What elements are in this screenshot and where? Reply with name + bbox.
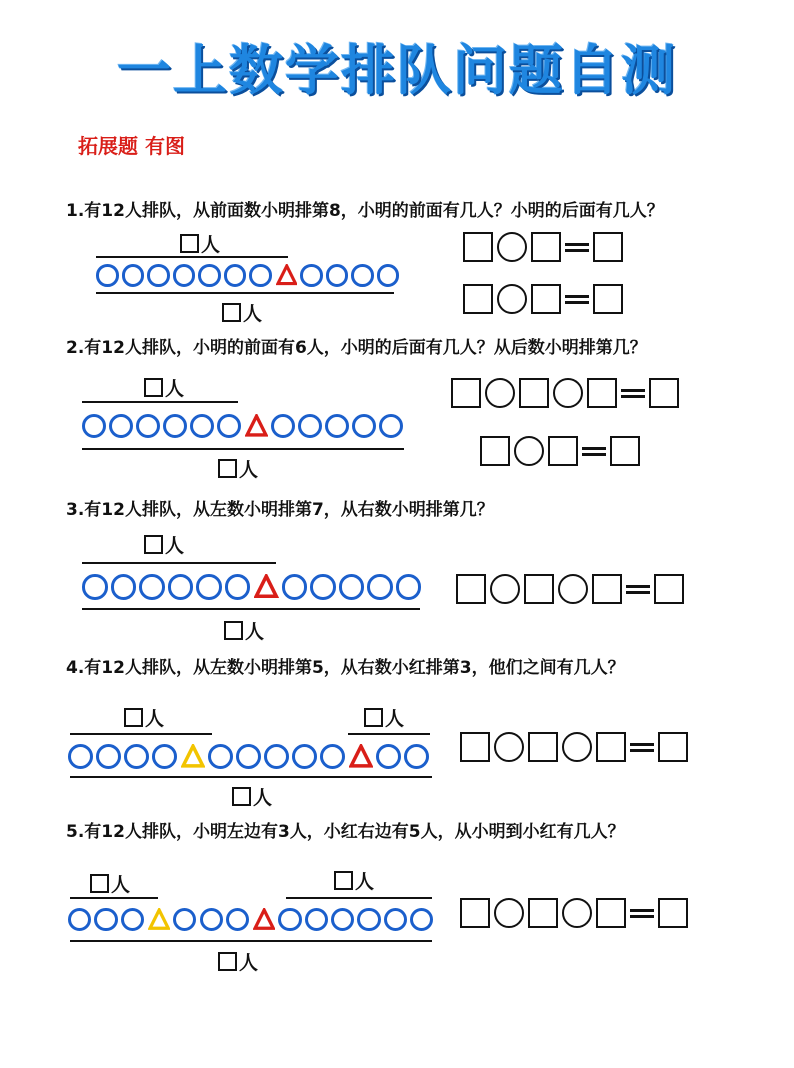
answer-box[interactable] <box>548 436 578 466</box>
answer-box[interactable] <box>224 621 243 640</box>
person-circle <box>200 908 223 931</box>
person-circle <box>111 574 137 600</box>
person-circle <box>139 574 165 600</box>
q2-equation-2 <box>480 436 640 466</box>
person-circle <box>224 264 247 287</box>
bracket-line <box>70 776 432 778</box>
answer-box[interactable] <box>222 303 241 322</box>
person-circle <box>298 414 322 438</box>
operator-circle[interactable] <box>485 378 515 408</box>
person-circle <box>196 574 222 600</box>
person-circle <box>300 264 323 287</box>
bracket-line <box>70 897 158 899</box>
person-circle <box>96 264 119 287</box>
q1-top-label <box>180 230 220 257</box>
question-2-text: 2.有12人排队，小明的前面有6人，小明的后面有几人？从后数小明排第几？ <box>66 338 647 358</box>
answer-box[interactable] <box>658 898 688 928</box>
answer-box[interactable] <box>528 898 558 928</box>
answer-box[interactable] <box>593 284 623 314</box>
unit-label: 人 <box>245 621 265 643</box>
person-circle <box>351 264 374 287</box>
answer-box[interactable] <box>463 284 493 314</box>
equals-sign-icon <box>630 898 654 928</box>
question-4-text: 4.有12人排队，从左数小明排第5，从右数小红排第3，他们之间有几人？ <box>66 658 625 678</box>
unit-label: 人 <box>355 871 375 893</box>
person-circle <box>367 574 393 600</box>
person-circle <box>410 908 433 931</box>
answer-box[interactable] <box>90 874 109 893</box>
red-triangle-icon <box>254 574 279 599</box>
answer-box[interactable] <box>460 898 490 928</box>
question-5-text: 5.有12人排队，小明左边有3人，小红右边有5人，从小明到小红有几人？ <box>66 822 625 842</box>
unit-label: 人 <box>145 708 165 730</box>
person-circle <box>264 744 289 769</box>
unit-label: 人 <box>243 303 263 325</box>
person-circle <box>236 744 261 769</box>
unit-label: 人 <box>239 459 259 481</box>
q5-bottom-label <box>218 948 258 975</box>
person-circle <box>249 264 272 287</box>
person-circle <box>310 574 336 600</box>
person-circle <box>152 744 177 769</box>
equals-sign-icon <box>582 436 606 466</box>
answer-box[interactable] <box>480 436 510 466</box>
person-circle <box>173 264 196 287</box>
unit-label: 人 <box>239 952 259 974</box>
answer-box[interactable] <box>531 284 561 314</box>
q1-equation-1 <box>463 232 623 262</box>
operator-circle[interactable] <box>490 574 520 604</box>
bracket-line <box>96 292 394 294</box>
unit-label: 人 <box>253 787 273 809</box>
answer-box[interactable] <box>180 234 199 253</box>
red-triangle-icon <box>349 744 373 768</box>
person-circle <box>292 744 317 769</box>
unit-label: 人 <box>201 234 221 256</box>
q2-equation-1 <box>451 378 679 408</box>
person-circle <box>305 908 328 931</box>
person-circle <box>384 908 407 931</box>
q1-bottom-label <box>222 299 262 326</box>
person-circle <box>320 744 345 769</box>
section-subtitle: 拓展题 有图 <box>78 134 185 158</box>
answer-box[interactable] <box>524 574 554 604</box>
person-circle <box>396 574 422 600</box>
person-circle <box>331 908 354 931</box>
answer-box[interactable] <box>528 732 558 762</box>
person-circle <box>217 414 241 438</box>
unit-label: 人 <box>385 708 405 730</box>
answer-box[interactable] <box>658 732 688 762</box>
answer-box[interactable] <box>451 378 481 408</box>
answer-box[interactable] <box>460 732 490 762</box>
answer-box[interactable] <box>519 378 549 408</box>
q5-equation-1 <box>460 898 688 928</box>
equals-sign-icon <box>630 732 654 762</box>
person-circle <box>94 908 117 931</box>
equals-sign-icon <box>626 574 650 604</box>
q3-top-label <box>144 531 184 558</box>
bracket-line <box>96 256 288 258</box>
unit-label: 人 <box>165 535 185 557</box>
yellow-triangle-icon <box>148 908 170 930</box>
answer-box[interactable] <box>592 574 622 604</box>
person-circle <box>377 264 400 287</box>
bracket-line <box>70 940 432 942</box>
answer-box[interactable] <box>596 732 626 762</box>
person-circle <box>352 414 376 438</box>
operator-circle[interactable] <box>494 898 524 928</box>
unit-label: 人 <box>165 378 185 400</box>
unit-label: 人 <box>111 874 131 896</box>
page-title: 一上数学排队问题自测 <box>117 39 677 102</box>
bracket-line <box>348 733 430 735</box>
operator-circle[interactable] <box>558 574 588 604</box>
q4-bottom-label <box>232 783 272 810</box>
operator-circle[interactable] <box>562 732 592 762</box>
person-circle <box>136 414 160 438</box>
answer-box[interactable] <box>654 574 684 604</box>
bracket-line <box>82 401 238 403</box>
answer-box[interactable] <box>144 535 163 554</box>
operator-circle[interactable] <box>514 436 544 466</box>
q2-top-label <box>144 374 184 401</box>
person-circle <box>208 744 233 769</box>
equals-sign-icon <box>565 232 589 262</box>
person-circle <box>82 414 106 438</box>
q5-right-label <box>334 867 374 894</box>
answer-box[interactable] <box>463 232 493 262</box>
answer-box[interactable] <box>610 436 640 466</box>
person-circle <box>68 744 93 769</box>
person-circle <box>339 574 365 600</box>
person-circle <box>147 264 170 287</box>
red-triangle-icon <box>253 908 275 930</box>
operator-circle[interactable] <box>497 232 527 262</box>
equals-sign-icon <box>621 378 645 408</box>
answer-box[interactable] <box>144 378 163 397</box>
q1-equation-2 <box>463 284 623 314</box>
answer-box[interactable] <box>587 378 617 408</box>
person-circle <box>282 574 308 600</box>
answer-box[interactable] <box>456 574 486 604</box>
person-circle <box>173 908 196 931</box>
operator-circle[interactable] <box>494 732 524 762</box>
answer-box[interactable] <box>596 898 626 928</box>
person-circle <box>82 574 108 600</box>
answer-box[interactable] <box>593 232 623 262</box>
question-1-text: 1.有12人排队，从前面数小明排第8，小明的前面有几人？小明的后面有几人？ <box>66 201 664 221</box>
person-circle <box>163 414 187 438</box>
person-circle <box>326 264 349 287</box>
question-3-text: 3.有12人排队，从左数小明排第7，从右数小明排第几？ <box>66 500 494 520</box>
person-circle <box>124 744 149 769</box>
answer-box[interactable] <box>218 459 237 478</box>
person-circle <box>271 414 295 438</box>
q3-equation-1 <box>456 574 684 604</box>
bracket-line <box>82 608 420 610</box>
person-circle <box>122 264 145 287</box>
yellow-triangle-icon <box>181 744 205 768</box>
person-circle <box>379 414 403 438</box>
q4-equation-1 <box>460 732 688 762</box>
operator-circle[interactable] <box>562 898 592 928</box>
answer-box[interactable] <box>649 378 679 408</box>
red-triangle-icon <box>245 414 268 437</box>
person-circle <box>198 264 221 287</box>
person-circle <box>168 574 194 600</box>
person-circle <box>121 908 144 931</box>
person-circle <box>190 414 214 438</box>
person-circle <box>225 574 251 600</box>
operator-circle[interactable] <box>497 284 527 314</box>
answer-box[interactable] <box>364 708 383 727</box>
bracket-line <box>70 733 212 735</box>
person-circle <box>96 744 121 769</box>
person-circle <box>109 414 133 438</box>
answer-box[interactable] <box>531 232 561 262</box>
bracket-line <box>82 448 404 450</box>
q5-left-label <box>90 870 130 897</box>
q2-bottom-label <box>218 455 258 482</box>
person-circle <box>376 744 401 769</box>
q4-left-label <box>124 704 164 731</box>
bracket-line <box>286 897 432 899</box>
equals-sign-icon <box>565 284 589 314</box>
answer-box[interactable] <box>218 952 237 971</box>
person-circle <box>226 908 249 931</box>
person-circle <box>325 414 349 438</box>
red-triangle-icon <box>276 264 298 286</box>
person-circle <box>404 744 429 769</box>
operator-circle[interactable] <box>553 378 583 408</box>
answer-box[interactable] <box>334 871 353 890</box>
person-circle <box>278 908 301 931</box>
person-circle <box>357 908 380 931</box>
answer-box[interactable] <box>124 708 143 727</box>
q4-right-label <box>364 704 404 731</box>
answer-box[interactable] <box>232 787 251 806</box>
person-circle <box>68 908 91 931</box>
q3-bottom-label <box>224 617 264 644</box>
bracket-line <box>82 562 276 564</box>
